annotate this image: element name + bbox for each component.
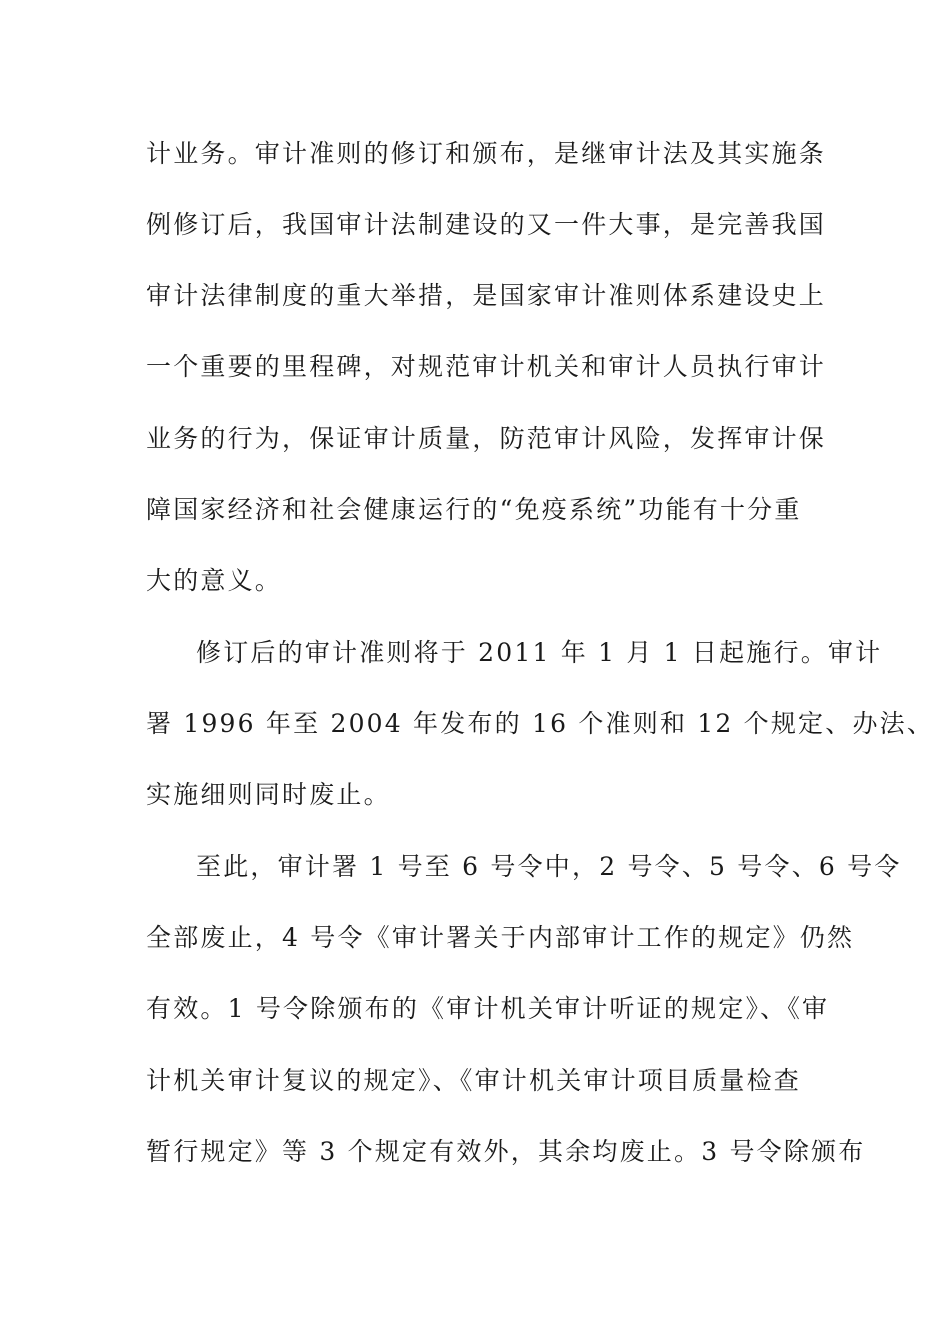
text-line: 至此，审计署 1 号至 6 号令中，2 号令、5 号令、6 号令 (196, 852, 902, 881)
text-line: 例修订后，我国审计法制建设的又一件大事，是完善我国 (146, 210, 827, 239)
text-line: 全部废止，4 号令《审计署关于内部审计工作的规定》仍然 (146, 923, 855, 952)
text-line: 审计法律制度的重大举措，是国家审计准则体系建设史上 (146, 281, 827, 310)
text-line: 暂行规定》等 3 个规定有效外，其余均废止。3 号令除颁布 (146, 1137, 866, 1166)
text-line: 有效。1 号令除颁布的《审计机关审计听证的规定》、《审 (146, 994, 830, 1023)
text-line: 计机关审计复议的规定》、《审计机关审计项目质量检查 (146, 1066, 802, 1095)
text-line: 实施细则同时废止。 (146, 780, 391, 809)
text-line: 署 1996 年至 2004 年发布的 16 个准则和 12 个规定、办法、 (146, 709, 935, 738)
text-line: 大的意义。 (146, 566, 283, 595)
text-line: 一个重要的里程碑，对规范审计机关和审计人员执行审计 (146, 352, 827, 381)
text-line: 业务的行为，保证审计质量，防范审计风险，发挥审计保 (146, 424, 827, 453)
text-line: 障国家经济和社会健康运行的“免疫系统”功能有十分重 (146, 495, 802, 524)
text-line: 计业务。审计准则的修订和颁布，是继审计法及其实施条 (146, 139, 827, 168)
text-line: 修订后的审计准则将于 2011 年 1 月 1 日起施行。审计 (196, 638, 883, 667)
